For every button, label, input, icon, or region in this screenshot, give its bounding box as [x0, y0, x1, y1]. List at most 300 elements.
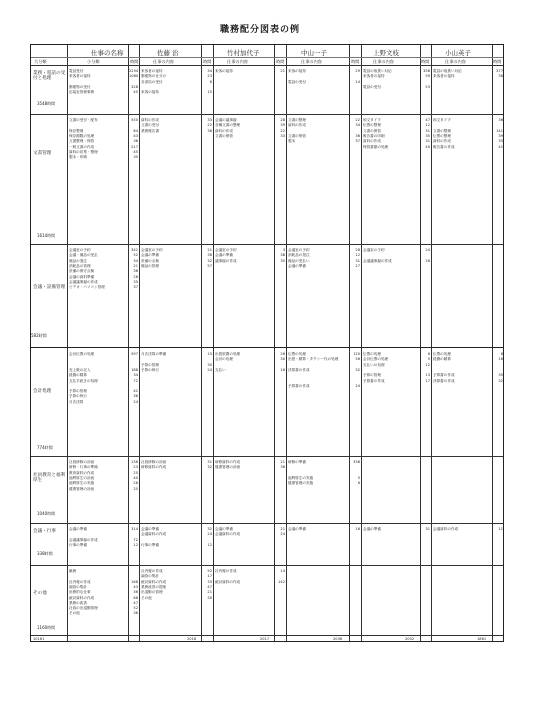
person-duty-cell: 文書の保管 — [215, 133, 233, 138]
col-divider — [286, 45, 287, 641]
minutes-cell: 33 — [207, 118, 212, 122]
person-total: 2017 — [260, 637, 270, 641]
minutes-cell: 36 — [133, 590, 138, 595]
minutes-cell: 27 — [355, 263, 360, 268]
duty-cell: 福利厚生の計画 — [69, 475, 95, 480]
person-duty-cell: 来客の接待 — [288, 69, 306, 73]
minutes-cell: 22 — [355, 118, 360, 122]
duty-allocation-table — [30, 44, 504, 642]
minutes-cell: 41 — [498, 144, 503, 149]
person-duty-cell: 文書の整理 — [288, 118, 306, 122]
duty-cell: 会議の資料準備 — [69, 274, 95, 279]
person-duty-cell: 会議室の予約 — [288, 248, 310, 252]
minutes-cell: 12 — [425, 362, 430, 367]
minutes-cell: 21 — [133, 263, 138, 268]
minutes-cell: 24 — [207, 367, 212, 372]
minutes-cell: 377 — [496, 69, 503, 73]
minutes-cell: 45 — [133, 149, 138, 154]
person-duty-cell: 会議資料の作成 — [433, 527, 459, 531]
subheader-time: 時間 — [421, 59, 430, 64]
person-duty-cell: 製本 — [288, 139, 296, 144]
header-person: 上野文枝 — [373, 49, 399, 57]
person-duty-cell: 予算の管理 — [141, 362, 159, 367]
person-duty-cell: その他 — [141, 595, 152, 600]
minutes-cell: 22 — [280, 128, 285, 133]
person-duty-cell: 電話の受付 — [363, 84, 381, 89]
minutes-cell: 35 — [133, 279, 138, 284]
minutes-cell: 31 — [425, 139, 430, 144]
minutes-cell: 24 — [280, 532, 285, 537]
person-duty-cell: 電話の受付 — [288, 79, 306, 84]
subheader-time: 時間 — [351, 59, 360, 64]
minutes-cell: 37 — [133, 285, 138, 290]
duty-cell: 予算の執行 — [69, 394, 87, 399]
minutes-cell: 34 — [355, 123, 360, 128]
minutes-cell: 15 — [207, 90, 212, 95]
person-duty-cell: 報告書の作成 — [433, 144, 455, 149]
duty-cell: 設備の保守点検 — [69, 269, 95, 274]
minutes-cell: 2254 — [129, 69, 139, 73]
duty-cell: 健康管理の計画 — [69, 486, 95, 491]
person-duty-cell: 業務改善の提案 — [141, 584, 167, 589]
minutes-cell: 45 — [133, 90, 138, 95]
minutes-cell: 36 — [498, 118, 503, 122]
minutes-cell: 23 — [133, 465, 138, 470]
minutes-cell: 66 — [133, 595, 138, 600]
person-duty-cell: 資料の作成 — [141, 118, 159, 122]
minutes-cell: 72 — [133, 537, 138, 542]
minutes-cell: 217 — [131, 144, 138, 149]
minutes-cell: 21 — [207, 248, 212, 252]
minutes-cell: 31 — [425, 128, 430, 133]
minutes-cell: 36 — [133, 394, 138, 399]
minutes-cell: 33 — [280, 133, 285, 138]
person-duty-cell: 社員研修の計画 — [141, 460, 167, 464]
row-divider — [31, 65, 503, 66]
person-duty-cell: 伝票の整理 — [433, 133, 451, 138]
duty-cell: 統計資料の作成 — [69, 595, 95, 600]
section-divider — [31, 244, 503, 245]
col-divider — [213, 45, 214, 641]
header-person: 小山英子 — [445, 49, 471, 57]
col-divider — [67, 45, 68, 641]
minutes-cell: 3 — [282, 248, 285, 252]
minutes-cell: 15 — [207, 352, 212, 356]
duty-cell: 一般文書の作成 — [69, 144, 95, 149]
minutes-cell: 25 — [133, 470, 138, 475]
minutes-cell: 32 — [207, 258, 212, 263]
person-duty-cell: 会計伝票の処理 — [363, 357, 389, 362]
minutes-cell: 550 — [131, 118, 138, 122]
person-duty-cell: 来客の接待 — [215, 69, 233, 73]
duty-cell: 文書の受付・配布 — [69, 118, 98, 122]
minutes-cell: 29 — [355, 69, 360, 73]
person-duty-cell: 会議室の予約 — [363, 248, 385, 252]
minutes-cell: 34 — [133, 373, 138, 378]
section-divider — [31, 565, 503, 566]
person-duty-cell: 報告書の印刷 — [363, 133, 385, 138]
minutes-cell: 31 — [425, 527, 430, 531]
minutes-cell: 24 — [355, 383, 360, 388]
header-person: 佐藤 治 — [157, 49, 179, 57]
minutes-cell: 8 — [500, 352, 503, 356]
header-person: 竹村加代子 — [227, 49, 260, 57]
subheader-duty: 仕事の内容 — [301, 59, 322, 64]
person-duty-cell: 消耗品の発注 — [288, 253, 310, 258]
minutes-cell: 30 — [207, 595, 212, 600]
person-duty-cell: 健康管理の計画 — [215, 465, 241, 470]
person-duty-cell: 業務報告書 — [141, 128, 159, 133]
minutes-cell: 36 — [207, 253, 212, 258]
person-duty-cell: 議事録の作成 — [215, 258, 237, 263]
person-duty-cell: 会議の準備 — [215, 253, 233, 258]
person-duty-cell: 来客者の接待 — [363, 74, 385, 79]
minutes-cell: 35 — [425, 133, 430, 138]
minutes-cell: 40 — [133, 475, 138, 480]
person-duty-cell: 会議室の予約 — [141, 248, 163, 252]
person-duty-cell: 文書の保管 — [363, 128, 381, 133]
minutes-cell: 12 — [133, 542, 138, 547]
minutes-cell: 23 — [207, 74, 212, 79]
duty-cell: 保存整理 — [69, 128, 84, 133]
category-total: 1614時間 — [37, 233, 56, 238]
person-duty-cell: 文書の整理 — [433, 128, 451, 133]
person-duty-cell: 予算の執行 — [141, 367, 159, 372]
subheader-time: 時間 — [203, 59, 212, 64]
person-total: 2018 — [187, 637, 197, 641]
minutes-cell: 141 — [496, 128, 503, 133]
minutes-cell: 21 — [280, 69, 285, 73]
col-divider — [431, 45, 432, 641]
duty-cell: 経費の精算 — [69, 373, 87, 378]
minutes-cell: 13 — [425, 373, 430, 378]
minutes-cell: 36 — [133, 269, 138, 274]
person-duty-cell: 電話の取扱い対応 — [433, 69, 462, 73]
person-duty-cell: 郵便物の仕分け — [141, 74, 167, 79]
minutes-cell: 32 — [355, 367, 360, 372]
category-label — [33, 473, 67, 516]
person-total: 1861 — [477, 637, 487, 641]
minutes-cell: 358 — [423, 69, 430, 73]
minutes-cell: 28 — [280, 118, 285, 122]
duty-cell: 会議議事録の作成 — [69, 279, 98, 284]
person-duty-cell: 決算書の作成 — [433, 378, 455, 383]
minutes-cell: 32 — [207, 465, 212, 470]
category-name: 会議・行事 — [33, 529, 56, 534]
person-duty-cell: 会議の準備 — [288, 527, 306, 531]
duty-cell: 業務の改善 — [69, 600, 87, 605]
person-duty-cell: 資料の作成 — [363, 139, 381, 144]
minutes-cell: 120 — [353, 352, 360, 356]
person-duty-cell: 来客者の接待 — [141, 69, 163, 73]
minutes-cell: 24 — [425, 248, 430, 252]
duty-cell: 備品の発注 — [69, 258, 87, 263]
duty-cell: 社員研修の計画 — [69, 460, 95, 464]
person-duty-cell: 統計資料の作成 — [215, 579, 241, 584]
person-duty-cell: 伝票の処理 — [288, 352, 306, 356]
minutes-cell: 30 — [280, 357, 285, 362]
minutes-cell: 6 — [427, 352, 430, 356]
minutes-cell: 5 — [427, 357, 430, 362]
duty-cell: 会議議事録の作成 — [69, 537, 98, 542]
minutes-cell: 16 — [280, 367, 285, 372]
category-total: 1160時間 — [37, 625, 56, 630]
minutes-cell: 16 — [355, 527, 360, 531]
subheader-time: 時間 — [130, 59, 139, 64]
subheader-small: 小分類 — [87, 59, 100, 64]
person-duty-cell: 会議室の予約 — [215, 248, 237, 252]
person-duty-cell: 調査の集計 — [141, 574, 159, 579]
minutes-cell: 21 — [280, 527, 285, 531]
minutes-cell: 52 — [133, 253, 138, 258]
duty-cell: ビデオ・パソコン管理 — [69, 285, 105, 290]
minutes-cell: 40 — [425, 144, 430, 149]
subheader-duty: 仕事の内容 — [227, 59, 248, 64]
minutes-cell: 24 — [133, 399, 138, 404]
minutes-cell: 28 — [425, 258, 430, 263]
minutes-cell: 12 — [355, 253, 360, 258]
minutes-cell: 11 — [498, 527, 503, 531]
person-duty-cell: 保管書類の処理 — [363, 144, 389, 149]
duty-cell: 会計伝票の処理 — [69, 352, 95, 356]
minutes-cell: 34 — [207, 69, 212, 73]
minutes-cell: 14 — [280, 569, 285, 573]
minutes-cell: 36 — [280, 465, 285, 470]
minutes-cell: 328 — [131, 84, 138, 89]
minutes-cell: 47 — [425, 118, 430, 122]
category-label — [33, 389, 67, 450]
duty-cell: 福利厚生の実施 — [69, 481, 95, 486]
person-duty-cell: 行事の準備 — [141, 542, 159, 547]
grand-total: 10161 — [33, 637, 45, 641]
minutes-cell: 36 — [498, 74, 503, 79]
person-duty-cell: 来客の接待 — [141, 90, 159, 95]
category-label — [33, 151, 67, 238]
subheader-duty: 仕事の内容 — [445, 59, 466, 64]
person-duty-cell: 備品の管理 — [141, 263, 159, 268]
minutes-cell: 34 — [133, 258, 138, 263]
section-divider — [31, 114, 503, 115]
minutes-cell: 56 — [355, 357, 360, 362]
document-title: 職務配分図表の例 — [220, 25, 301, 35]
header-duty-name: 仕事の名称 — [91, 49, 124, 57]
person-duty-cell: 会議資料の作成 — [141, 532, 167, 537]
person-duty-cell: 研修資料の作成 — [141, 465, 167, 470]
category-name: 会計処理 — [33, 389, 52, 394]
person-duty-cell: 月次決算の準備 — [141, 352, 167, 356]
minutes-cell: 168 — [131, 579, 138, 584]
duty-cell: 社内報の作成 — [69, 579, 91, 584]
minutes-cell: 142 — [278, 579, 285, 584]
duty-cell: 社員の出退勤管理 — [69, 606, 98, 611]
col-divider — [139, 45, 140, 641]
person-duty-cell: 伝票の処理 — [433, 352, 451, 356]
minutes-cell: 47 — [207, 584, 212, 589]
col-divider — [201, 45, 202, 641]
category-total: 1040時間 — [37, 511, 56, 516]
person-duty-cell: 資料の作成 — [433, 139, 451, 144]
minutes-cell: 42 — [133, 389, 138, 394]
minutes-cell: 314 — [131, 527, 138, 531]
person-duty-cell: 電話の取扱い対応 — [363, 69, 392, 73]
minutes-cell: 39 — [280, 123, 285, 128]
person-duty-cell: 会議の準備 — [141, 253, 159, 258]
section-divider — [31, 635, 503, 636]
category-name: 会議・設備管理 — [33, 285, 66, 290]
person-duty-cell: 予算書の作成 — [288, 383, 310, 388]
minutes-cell: 14 — [355, 79, 360, 84]
duty-cell: 会議の準備 — [69, 527, 87, 531]
minutes-cell: 43 — [133, 133, 138, 138]
duty-cell: 庶務的な仕事 — [69, 590, 91, 595]
minutes-cell: 47 — [133, 600, 138, 605]
duty-cell: 雑務 — [69, 569, 77, 573]
person-total: 2052 — [405, 637, 415, 641]
duty-cell: 資料の収集・整理 — [69, 149, 98, 154]
minutes-cell: 26 — [133, 481, 138, 486]
minutes-cell: 52 — [207, 569, 212, 573]
duty-cell: 郵便物の受付 — [69, 84, 91, 89]
minutes-cell: 17 — [425, 378, 430, 383]
minutes-cell: 35 — [498, 139, 503, 144]
col-divider — [361, 45, 362, 641]
person-duty-cell: 各種文書の整理 — [215, 123, 241, 128]
person-duty-cell: 会計の処理 — [215, 357, 233, 362]
person-duty-cell: 会議議事録の作成 — [363, 258, 392, 263]
section-divider — [31, 347, 503, 348]
category-label — [33, 71, 67, 106]
minutes-cell: 12 — [207, 542, 212, 547]
minutes-cell: 25 — [133, 486, 138, 491]
duty-cell: その他 — [69, 611, 80, 616]
person-duty-cell: 各部局の受付 — [141, 79, 163, 84]
minutes-cell: 33 — [207, 579, 212, 584]
minutes-cell: 24 — [207, 532, 212, 537]
minutes-cell: 35 — [498, 373, 503, 378]
person-duty-cell: 伝票の整理 — [363, 123, 381, 128]
minutes-cell: 22 — [207, 123, 212, 128]
minutes-cell: 341 — [131, 248, 138, 252]
duty-cell: 売上帳の記入 — [69, 367, 91, 372]
minutes-cell: 39 — [498, 133, 503, 138]
minutes-cell: 43 — [133, 584, 138, 589]
person-duty-cell: 会議資料の作成 — [215, 532, 241, 537]
duty-cell: 電話受付 — [69, 69, 84, 73]
minutes-cell: 31 — [207, 460, 212, 464]
minutes-cell: 21 — [207, 590, 212, 595]
category-total: 338時間 — [37, 551, 53, 556]
minutes-cell: 36 — [133, 611, 138, 616]
person-total: 2036 — [333, 637, 343, 641]
minutes-cell: 35 — [133, 155, 138, 160]
person-duty-cell: 設備の点検 — [141, 258, 159, 263]
minutes-cell: 5 — [357, 475, 360, 480]
person-duty-cell: 和文タイプ — [433, 118, 451, 122]
minutes-cell: 32 — [207, 527, 212, 531]
minutes-cell: 32 — [498, 378, 503, 383]
minutes-cell: 52 — [133, 606, 138, 611]
category-name: 社員教育と福利厚生 — [33, 473, 66, 484]
minutes-cell: 12 — [425, 123, 430, 128]
person-duty-cell: 予算書の作成 — [433, 373, 455, 378]
minutes-cell: 336 — [353, 460, 360, 464]
subheader-time: 時間 — [276, 59, 285, 64]
header-person: 中山一子 — [301, 49, 327, 57]
section-divider — [31, 456, 503, 457]
person-duty-cell: 会議の準備 — [288, 263, 306, 268]
category-label — [33, 591, 67, 630]
minutes-cell: 38 — [280, 253, 285, 258]
minutes-cell: 59 — [425, 74, 430, 79]
person-duty-cell: 文書の保管 — [288, 133, 306, 138]
minutes-cell: 597 — [131, 352, 138, 356]
minutes-cell: 36 — [355, 133, 360, 138]
minutes-cell: 57 — [207, 263, 212, 268]
person-duty-cell: 出退勤の管理 — [141, 590, 163, 595]
minutes-cell: 28 — [355, 248, 360, 252]
subheader-big: 大分類 — [34, 59, 47, 64]
minutes-cell: 36 — [207, 128, 212, 133]
minutes-cell: 26 — [133, 274, 138, 279]
minutes-cell: 53 — [425, 84, 430, 89]
minutes-cell: 72 — [133, 378, 138, 383]
minutes-cell: 37 — [355, 139, 360, 144]
row-divider — [31, 57, 503, 58]
minutes-cell: 21 — [280, 460, 285, 464]
category-label — [33, 529, 67, 556]
person-duty-cell: 出張旅費の処理 — [215, 352, 241, 356]
minutes-cell: 31 — [355, 258, 360, 263]
minutes-cell: 35 — [280, 258, 285, 263]
duty-cell: 来客者の接待 — [69, 74, 91, 79]
minutes-cell: 136 — [131, 460, 138, 464]
duty-cell: 製本・印刷 — [69, 155, 87, 160]
subheader-duty: 仕事の内容 — [373, 59, 394, 64]
person-duty-cell: 社内報の作成 — [215, 569, 237, 573]
minutes-cell: 188 — [131, 367, 138, 372]
category-name: 文書管理 — [33, 151, 52, 156]
person-duty-cell: 支払いの処理 — [363, 362, 385, 367]
minutes-cell: 36 — [133, 139, 138, 144]
subheader-time: 時間 — [493, 59, 502, 64]
person-duty-cell: 来客者の接待 — [433, 74, 455, 79]
duty-cell: 教育資料の作成 — [69, 470, 95, 475]
minutes-cell: 6 — [209, 79, 212, 84]
duty-cell: 消耗品の管理 — [69, 263, 91, 268]
section-divider — [31, 523, 503, 524]
person-duty-cell: 社内報の作成 — [141, 569, 163, 573]
duty-cell: 行事の準備 — [69, 542, 87, 547]
person-duty-cell: 予算書の作成 — [363, 378, 385, 383]
category-name: その他 — [33, 591, 47, 596]
duty-cell: 応接室管理事務 — [69, 90, 95, 95]
duty-cell: 月次決算 — [69, 399, 84, 404]
duty-cell: 会議室の予約 — [69, 248, 91, 252]
person-duty-cell: 支払い — [215, 367, 226, 372]
duty-cell: 研修・行事の準備 — [69, 465, 98, 470]
minutes-cell: 26 — [280, 352, 285, 356]
person-duty-cell: 会議の議事録 — [215, 118, 237, 122]
person-duty-cell: 予算の管理 — [363, 373, 381, 378]
category-total: 3548時間 — [37, 101, 56, 106]
person-duty-cell: 決算書の作成 — [288, 367, 310, 372]
duty-cell: 調査の集計 — [69, 584, 87, 589]
person-duty-cell: 研修の準備 — [288, 460, 306, 464]
minutes-cell: 1060 — [129, 74, 139, 79]
minutes-cell: 64 — [133, 128, 138, 133]
person-duty-cell: 福利厚生の実施 — [288, 475, 314, 480]
person-duty-cell: 備品の受払い — [288, 258, 310, 263]
